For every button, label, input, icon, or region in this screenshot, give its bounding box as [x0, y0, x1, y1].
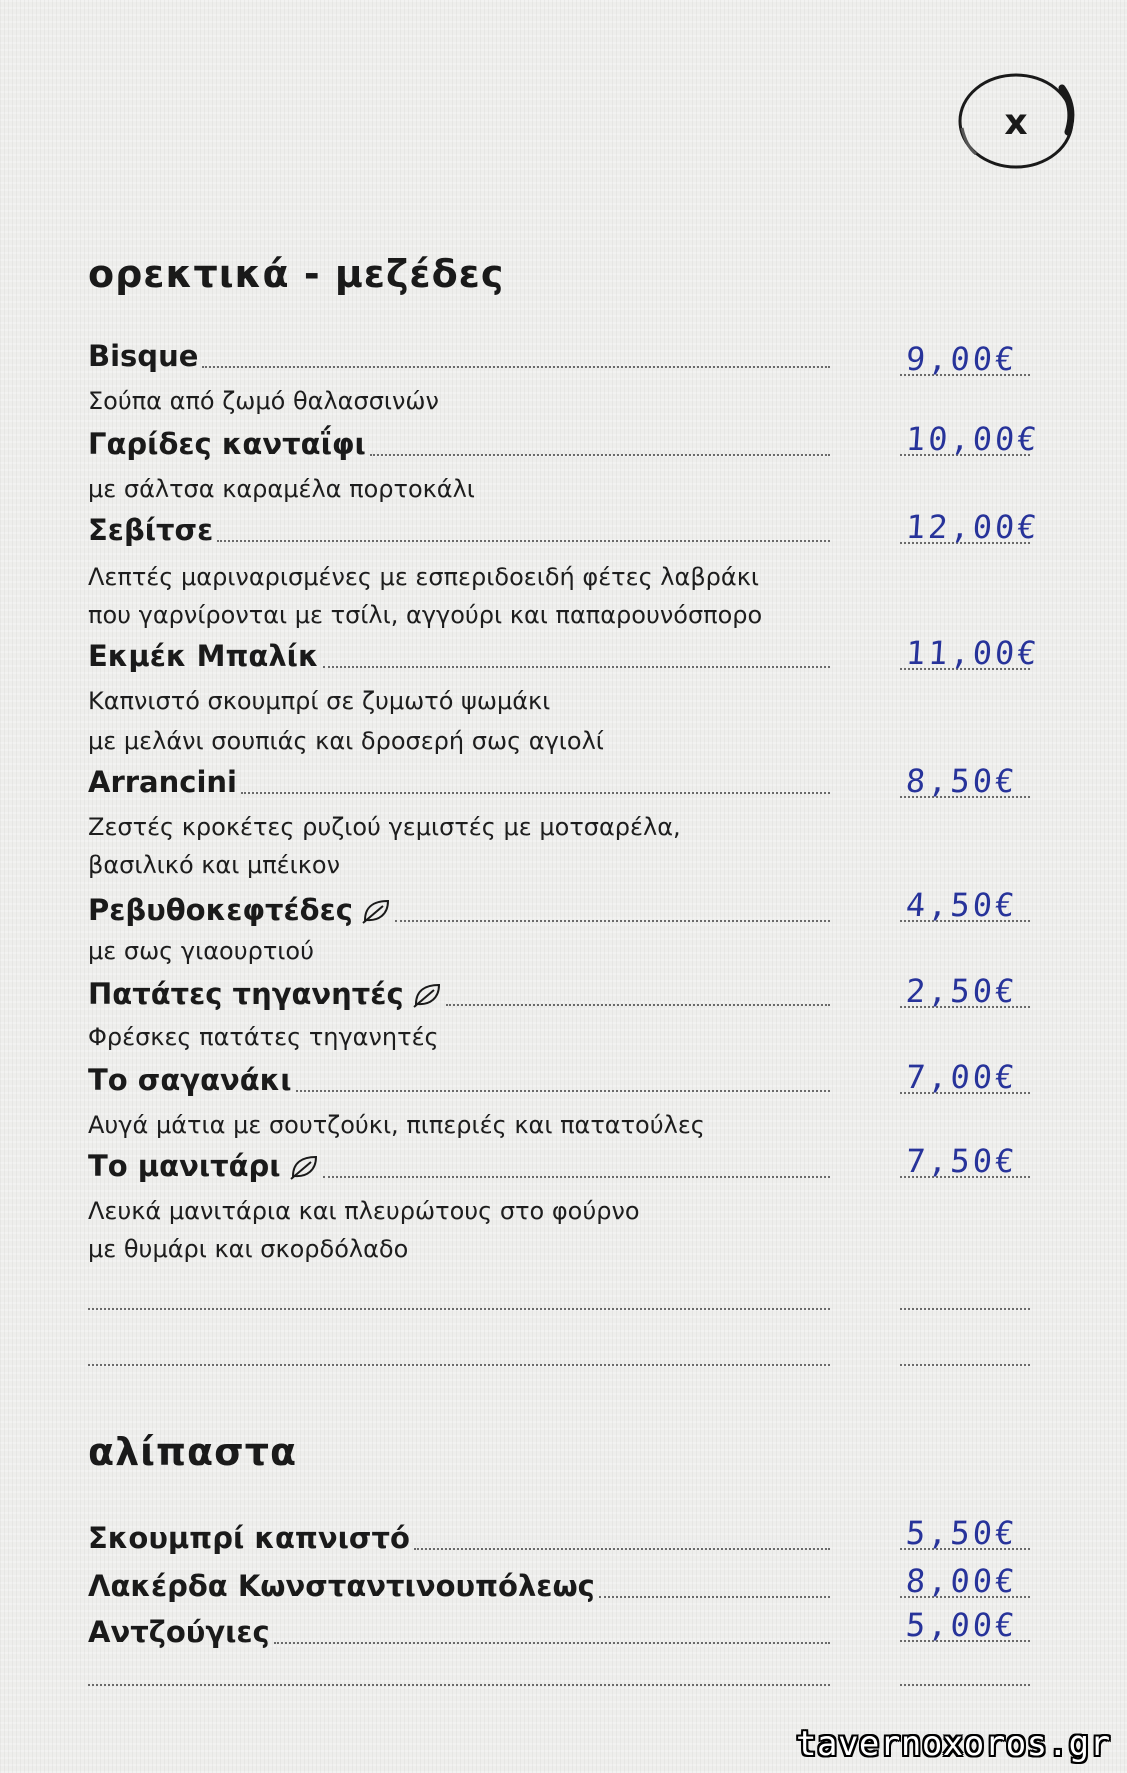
menu-item-price: 2,50€: [904, 972, 1019, 1010]
menu-item-price: 5,00€: [904, 1606, 1019, 1644]
menu-item-name: Σεβίτσε: [88, 513, 214, 547]
menu-item-description: που γαρνίρονται με τσίλι, αγγούρι και παπαρουνόσπορο: [88, 601, 763, 629]
price-slot: [900, 1058, 1030, 1098]
menu-item-row: [88, 1144, 830, 1184]
menu-item-name: Εκμέκ Μπαλίκ: [88, 639, 319, 673]
dotted-leader: [323, 1175, 830, 1178]
menu-item-name: Γαρίδες κανταΐφι: [88, 427, 366, 461]
blank-price-line: [900, 1684, 1030, 1686]
menu-item-description: Καπνιστό σκουμπρί σε ζυμωτό ψωμάκι: [88, 687, 551, 715]
menu-item-name: Το σαγανάκι: [88, 1063, 292, 1097]
menu-item-price: 5,50€: [904, 1514, 1019, 1552]
menu-item-name: Αντζούγιες: [88, 1615, 270, 1649]
dotted-leader: [414, 1547, 830, 1550]
menu-item-row: [88, 508, 830, 548]
dotted-leader: [202, 365, 830, 368]
price-slot: [900, 508, 1041, 548]
dotted-leader: [217, 539, 830, 542]
menu-item-price: 7,00€: [904, 1058, 1019, 1096]
menu-item-description: με θυμάρι και σκορδόλαδο: [88, 1235, 409, 1263]
price-slot: [900, 420, 1041, 460]
menu-item-name: Πατάτες τηγανητές: [88, 977, 404, 1011]
menu-item-row: [88, 888, 830, 928]
menu-item-description: Λευκά μανιτάρια και πλευρώτους στο φούρνο: [88, 1197, 640, 1225]
menu-item-row: [88, 334, 830, 374]
menu-item-row: [88, 1564, 830, 1604]
price-slot: [900, 1514, 1030, 1554]
price-slot: [900, 634, 1041, 674]
blank-dotted-line: [88, 1308, 830, 1310]
price-slot: [900, 1606, 1030, 1646]
circle-x-logo-icon: [952, 68, 1078, 174]
menu-item-name: Λακέρδα Κωνσταντινουπόλεως: [88, 1569, 595, 1603]
price-slot: [900, 1562, 1030, 1602]
menu-item-row: [88, 422, 830, 462]
menu-item-row: [88, 760, 830, 800]
watermark: tavernoxoros.gr: [796, 1724, 1111, 1764]
dotted-leader: [599, 1595, 830, 1598]
dotted-leader: [323, 665, 830, 668]
menu-item-description: Σούπα από ζωμό θαλασσινών: [88, 387, 439, 415]
leaf-icon: [361, 898, 391, 924]
menu-item-row: [88, 1610, 830, 1650]
menu-item-name: Bisque: [88, 339, 199, 373]
menu-item-price: 8,50€: [904, 762, 1019, 800]
menu-item-price: 10,00€: [904, 420, 1041, 458]
menu-item-row: [88, 1516, 830, 1556]
menu-item-description: Αυγά μάτια με σουτζούκι, πιπεριές και πατατούλες: [88, 1111, 705, 1139]
menu-item-description: Λεπτές μαριναρισμένες με εσπεριδοειδή φέτες λαβράκι: [88, 563, 759, 591]
menu-item-price: 9,00€: [904, 340, 1019, 378]
menu-item-price: 11,00€: [904, 634, 1041, 672]
menu-item-price: 4,50€: [904, 886, 1019, 924]
menu-item-description: Ζεστές κροκέτες ρυζιού γεμιστές με μοτσαρέλα,: [88, 813, 681, 841]
menu-item-row: [88, 1058, 830, 1098]
price-slot: [900, 972, 1030, 1012]
menu-item-price: 12,00€: [904, 508, 1041, 546]
dotted-leader: [446, 1003, 830, 1006]
menu-item-description: με σάλτσα καραμέλα πορτοκάλι: [88, 475, 475, 503]
section-title-appetizers: ορεκτικά - μεζέδες: [88, 252, 505, 296]
leaf-icon: [289, 1154, 319, 1180]
blank-price-line: [900, 1308, 1030, 1310]
dotted-leader: [241, 791, 830, 794]
blank-price-line: [900, 1364, 1030, 1366]
blank-dotted-line: [88, 1684, 830, 1686]
price-slot: [900, 1142, 1030, 1182]
menu-item-description: βασιλικό και μπέικον: [88, 851, 341, 879]
menu-item-row: [88, 972, 830, 1012]
menu-item-name: Arrancini: [88, 765, 237, 799]
dotted-leader: [296, 1089, 830, 1092]
menu-item-name: Σκουμπρί καπνιστό: [88, 1521, 410, 1555]
logo-mark: x: [1004, 102, 1028, 143]
menu-item-price: 8,00€: [904, 1562, 1019, 1600]
leaf-icon: [412, 982, 442, 1008]
menu-item-price: 7,50€: [904, 1142, 1019, 1180]
menu-item-description: Φρέσκες πατάτες τηγανητές: [88, 1023, 439, 1051]
dotted-leader: [370, 453, 830, 456]
menu-item-name: Ρεβυθοκεφτέδες: [88, 893, 353, 927]
price-slot: [900, 762, 1030, 802]
menu-item-row: [88, 634, 830, 674]
price-slot: [900, 340, 1030, 380]
section-title-cured-fish: αλίπαστα: [88, 1430, 298, 1474]
dotted-leader: [274, 1641, 830, 1644]
blank-dotted-line: [88, 1364, 830, 1366]
menu-item-name: Το μανιτάρι: [88, 1149, 281, 1183]
price-slot: [900, 886, 1030, 926]
menu-item-description: με μελάνι σουπιάς και δροσερή σως αγιολί: [88, 727, 604, 755]
menu-item-description: με σως γιαουρτιού: [88, 937, 314, 965]
dotted-leader: [395, 919, 830, 922]
